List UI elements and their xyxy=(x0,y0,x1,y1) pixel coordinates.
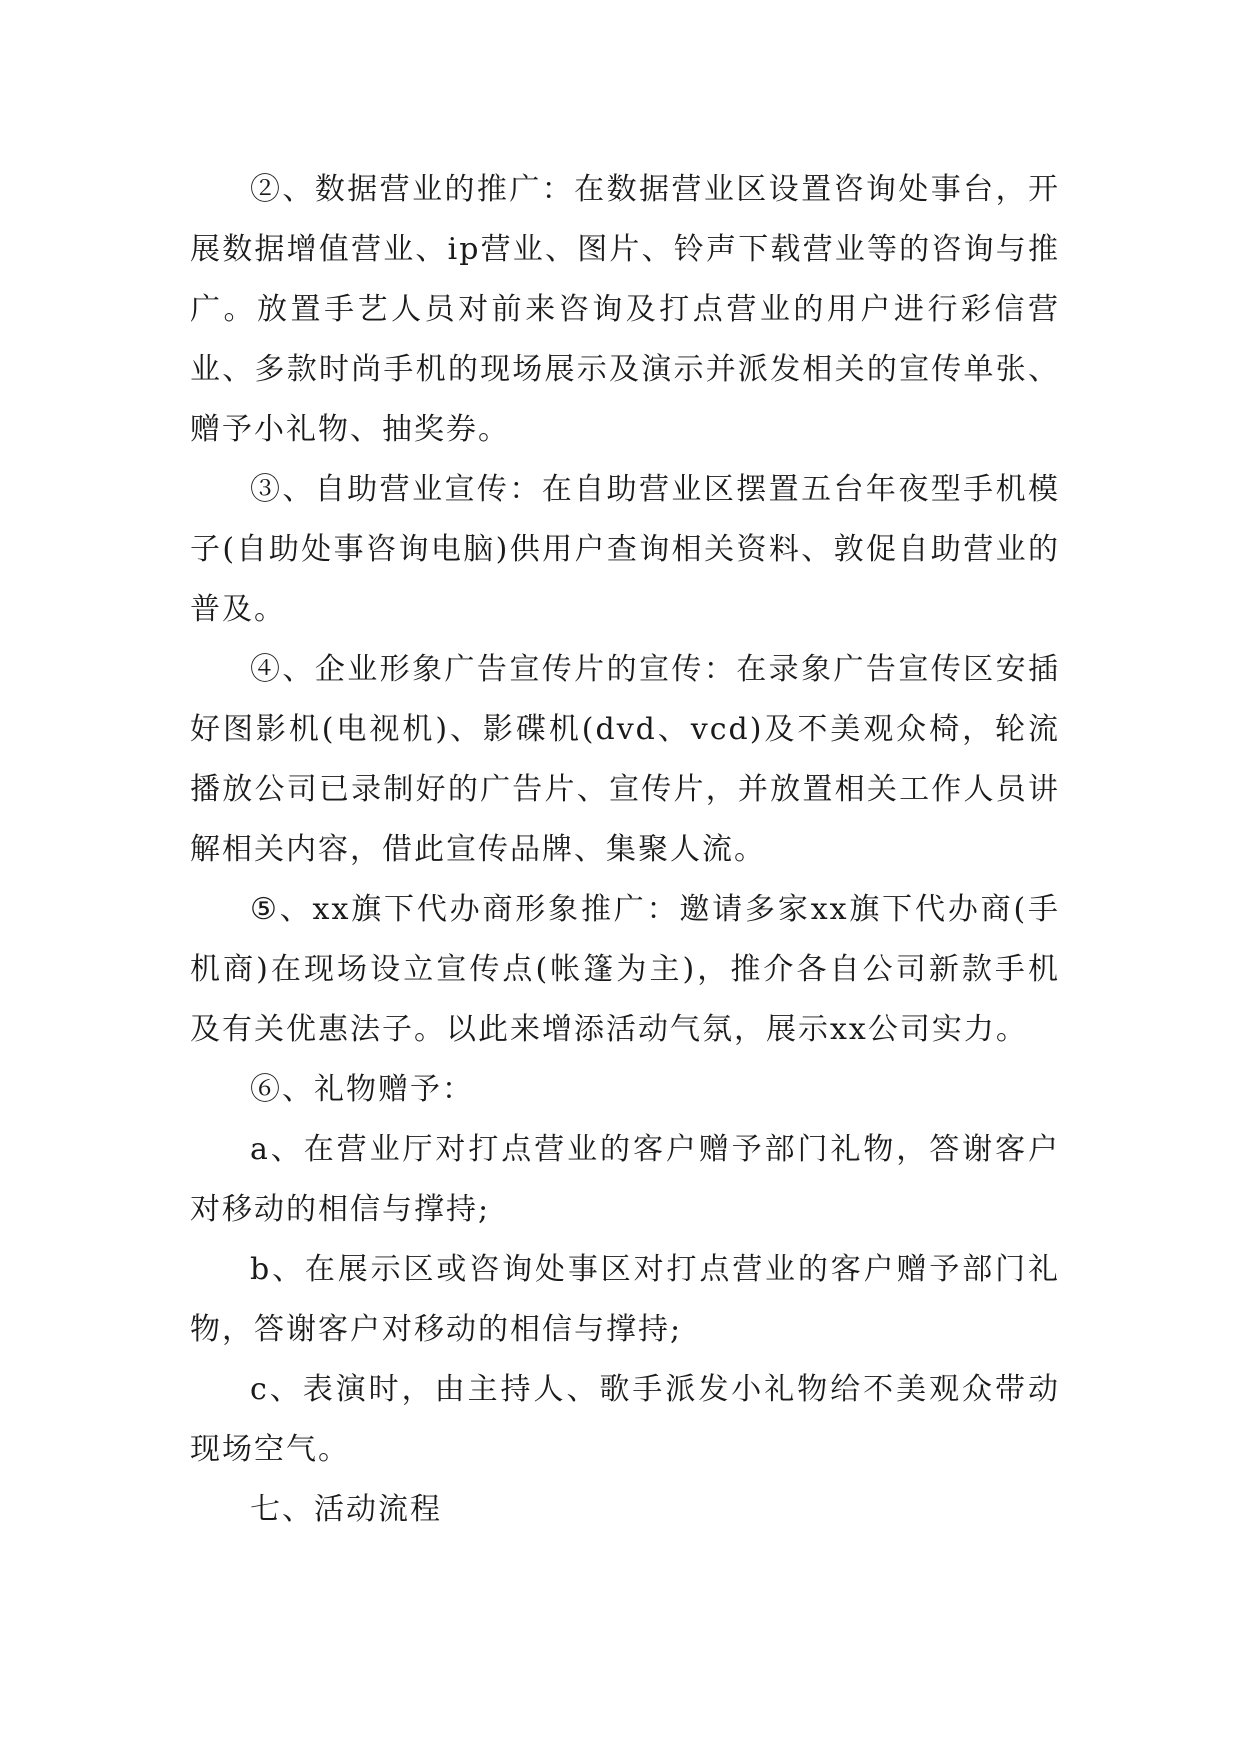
paragraph-gift-item-c: c、表演时，由主持人、歌手派发小礼物给不美观众带动现场空气。 xyxy=(190,1372,1060,1467)
document-body xyxy=(190,160,1060,1540)
paragraph-self-service-promotion: ③、自助营业宣传：在自助营业区摆置五台年夜型手机模子(自助处事咨询电脑)供用户查询相关资料、敦促自助营业的普及。 xyxy=(190,472,1060,627)
paragraph-gift-giving-heading: ⑥、礼物赠予： xyxy=(250,1072,474,1107)
paragraph-corporate-image-video: ④、企业形象广告宣传片的宣传：在录象广告宣传区安插好图影机(电视机)、影碟机(dvd、vcd)及不美观众椅，轮流播放公司已录制好的广告片、宣传片，并放置相关工作人员讲解相关内容，借此宣传品牌、集聚人流。 xyxy=(190,652,1060,867)
paragraph-data-business-promotion: ②、数据营业的推广：在数据营业区设置咨询处事台，开展数据增值营业、ip营业、图片、铃声下载营业等的咨询与推广。放置手艺人员对前来咨询及打点营业的用户进行彩信营业、多款时尚手机的现场展示及演示并派发相关的宣传单张、赠予小礼物、抽奖券。 xyxy=(190,172,1060,447)
section-heading-activity-flow: 七、活动流程 xyxy=(250,1492,442,1527)
paragraph-gift-item-a: a、在营业厅对打点营业的客户赠予部门礼物，答谢客户对移动的相信与撑持; xyxy=(190,1132,1060,1227)
paragraph-agent-image-promotion: ⑤、xx旗下代办商形象推广：邀请多家xx旗下代办商(手机商)在现场设立宣传点(帐篷为主)，推介各自公司新款手机及有关优惠法子。以此来增添活动气氛，展示xx公司实力。 xyxy=(190,892,1060,1047)
paragraph-gift-item-b: b、在展示区或咨询处事区对打点营业的客户赠予部门礼物，答谢客户对移动的相信与撑持; xyxy=(190,1252,1060,1347)
